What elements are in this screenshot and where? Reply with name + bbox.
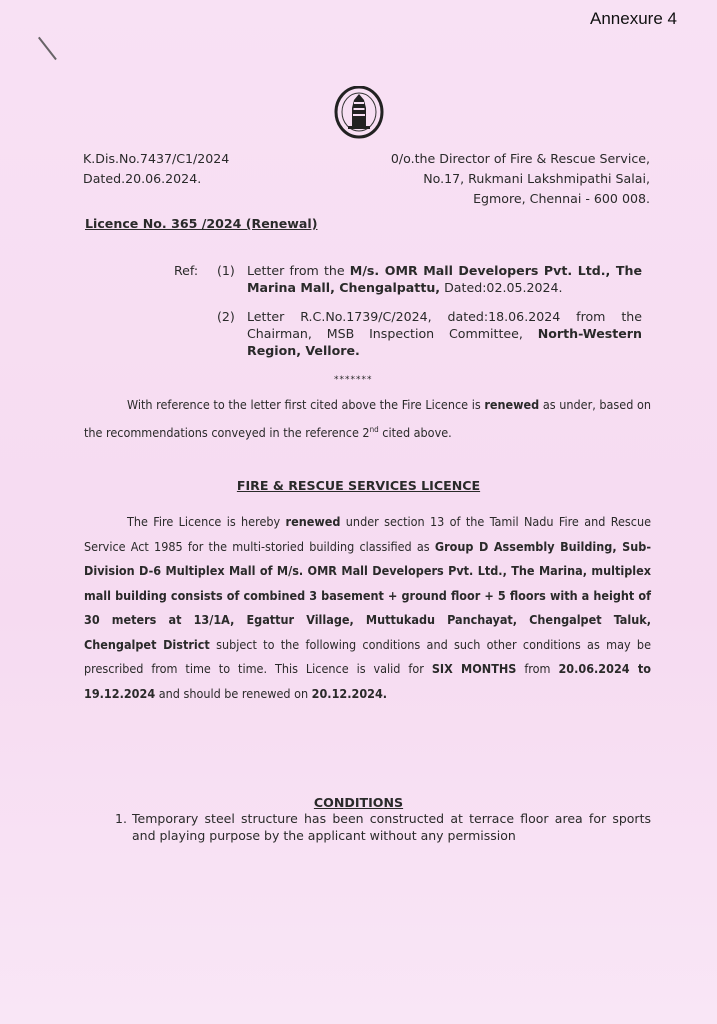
reference-date: Dated.20.06.2024. xyxy=(83,171,202,186)
ref-text xyxy=(247,262,642,296)
conditions-title: CONDITIONS xyxy=(313,795,404,810)
text: subject to the following conditions and such other conditions as may be prescribed from time to time. This Licence is valid for xyxy=(84,636,651,676)
ref-number: (2) xyxy=(217,309,235,324)
annexure-label: Annexure 4 xyxy=(590,9,677,28)
ref-number: (1) xyxy=(217,263,235,278)
building-description: Group D Assembly Building, Sub-Division D-6 Multiplex Mall of M/s. OMR Mall Developers Pvt. Ltd., The Marina, multiplex mall building consists of combined 3 basement + ground floor + 5 floors with a height of 30 meters at 13/1A, Egattur Village, Muttukadu Panchayat, Chengalpet Taluk, Chengalpet District xyxy=(84,538,651,652)
licence-number: Licence No. 365 /2024 (Renewal) xyxy=(85,216,318,231)
ref-text-bold: North-Western Region, Vellore. xyxy=(247,326,642,358)
ref-text xyxy=(247,308,642,359)
text: The Fire Licence is hereby xyxy=(127,514,286,529)
references xyxy=(174,262,642,371)
reference-item xyxy=(174,262,642,296)
validity-duration: SIX MONTHS xyxy=(431,661,517,676)
text: under section 13 of the Tamil Nadu Fire and Rescue Service Act 1985 for the multi-storied building classified as xyxy=(84,514,652,554)
reference-item xyxy=(174,308,642,359)
ref-text-plain: Letter from the xyxy=(247,263,350,278)
text: With reference to the letter first cited above the Fire Licence is xyxy=(127,397,485,412)
ref-text-plain: Letter R.C.No.1739/C/2024, dated:18.06.2024 from the Chairman, MSB Inspection Committee, xyxy=(247,309,642,341)
text: and should be renewed on xyxy=(155,685,312,701)
state-emblem-icon xyxy=(334,86,384,140)
ref-text-date: Dated:02.05.2024. xyxy=(440,280,563,295)
intro-paragraph xyxy=(84,393,651,445)
text: cited above. xyxy=(378,424,452,440)
superscript: nd xyxy=(369,424,379,434)
validity-period: 20.06.2024 to 19.12.2024 xyxy=(84,661,651,701)
reference-number: K.Dis.No.7437/C1/2024 xyxy=(83,151,230,166)
licence-paragraph xyxy=(84,510,651,706)
office-line-2: No.17, Rukmani Lakshmipathi Salai, xyxy=(423,171,650,186)
licence-title: FIRE & RESCUE SERVICES LICENCE xyxy=(236,478,481,493)
text-bold: renewed xyxy=(285,514,341,529)
office-line-3: Egmore, Chennai - 600 008. xyxy=(473,191,650,206)
condition-text: Temporary steel structure has been constructed at terrace floor area for sports and playing purpose by the applicant without any permission xyxy=(132,811,651,843)
office-address xyxy=(391,149,650,209)
renewal-date: 20.12.2024. xyxy=(311,685,388,701)
office-line-1: 0/o.the Director of Fire & Rescue Service, xyxy=(390,151,650,166)
conditions-list xyxy=(115,810,651,844)
ref-label: Ref: xyxy=(174,263,199,278)
text: as under, based on the recommendations conveyed in the reference 2 xyxy=(84,397,651,440)
text: from xyxy=(516,661,559,676)
condition-number: 1. xyxy=(115,811,127,826)
pen-mark xyxy=(38,37,57,60)
text-bold: renewed xyxy=(484,397,540,412)
reference-block xyxy=(83,149,229,189)
separator: ******* xyxy=(334,375,373,385)
condition-item xyxy=(115,810,651,844)
ref-text-bold: M/s. OMR Mall Developers Pvt. Ltd., The Marina Mall, Chengalpattu, xyxy=(247,263,642,295)
